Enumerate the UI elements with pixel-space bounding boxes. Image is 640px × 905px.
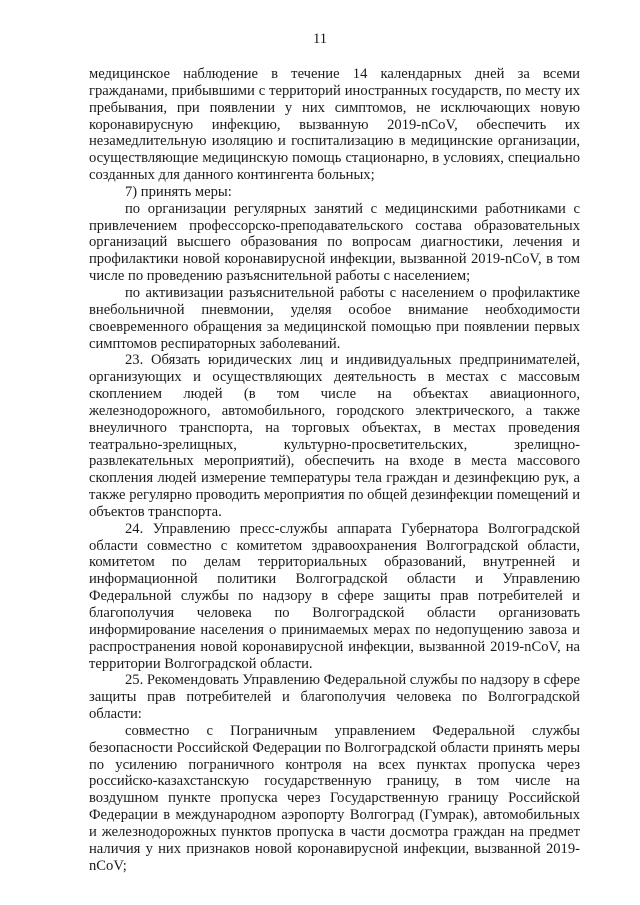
paragraph: медицинское наблюдение в течение 14 календарных дней за всеми гражданами, прибывшими с территорий иностранных государств, по месту их пребывания, при появлении у них симптомов, не исключающих новую коронавирусную инфекцию, вызванную 2019-nCoV, обеспечить их незамедлительную изоляцию и госпитализацию в медицинские организации, осуществляющие медицинскую помощь стационарно, в условиях, специально созданных для данного контингента больных; [89, 66, 580, 184]
page-number: 11 [312, 31, 328, 47]
document-body [89, 66, 580, 875]
paragraph: по активизации разъяснительной работы с населением о профилактике внебольничной пневмонии, уделяя особое внимание необходимости своевременного обращения за медицинской помощью при появлении первых симптомов респираторных заболеваний. [89, 284, 580, 352]
paragraph: 23. Обязать юридических лиц и индивидуальных предпринимателей, организующих и осуществляющих деятельность в местах с массовым скоплением людей (в том числе на объектах авиационного, железнодорожного, автомобильного, городского электрического, а также внеуличного транспорта, на торговых объектах, в местах проведения театрально-зрелищных, культурно-просветительских, зрелищно-развлекательных мероприятий), обеспечить на входе в места массового скопления людей измерение температуры тела граждан и дезинфекцию рук, а также регулярно проводить мероприятия по общей дезинфекции помещений и объектов транспорта. [89, 352, 580, 520]
paragraph: 25. Рекомендовать Управлению Федеральной службы по надзору в сфере защиты прав потребителей и благополучия человека по Волгоградской области: [89, 672, 580, 723]
paragraph: 24. Управлению пресс-службы аппарата Губернатора Волгоградской области совместно с комитетом здравоохранения Волгоградской области, комитетом по делам территориальных образований, внутренней и информационной политики Волгоградской области и Управлению Федеральной службы по надзору в сфере защиты прав потребителей и благополучия человека по Волгоградской области организовать информирование населения о принимаемых мерах по недопущению завоза и распространения новой коронавирусной инфекции, вызванной 2019-nCoV, на территории Волгоградской области. [89, 520, 580, 672]
paragraph: совместно с Пограничным управлением Федеральной службы безопасности Российской Федерации по Волгоградской области принять меры по усилению пограничного контроля на всех пунктах пропуска через российско-казахстанскую государственную границу, в том числе на воздушном пункте пропуска через Государственную границу Российской Федерации в международном аэропорту Волгоград (Гумрак), автомобильных и железнодорожных пунктов пропуска в части досмотра граждан на предмет наличия у них признаков новой коронавирусной инфекции, вызванной 2019-nCoV; [89, 722, 580, 874]
paragraph: по организации регулярных занятий с медицинскими работниками с привлечением профессорско-преподавательского состава образовательных организаций высшего образования по вопросам диагностики, лечения и профилактики новой коронавирусной инфекции, вызванной 2019-nCoV, в том числе по проведению разъяснительной работы с населением; [89, 200, 580, 285]
paragraph: 7) принять меры: [125, 183, 232, 200]
